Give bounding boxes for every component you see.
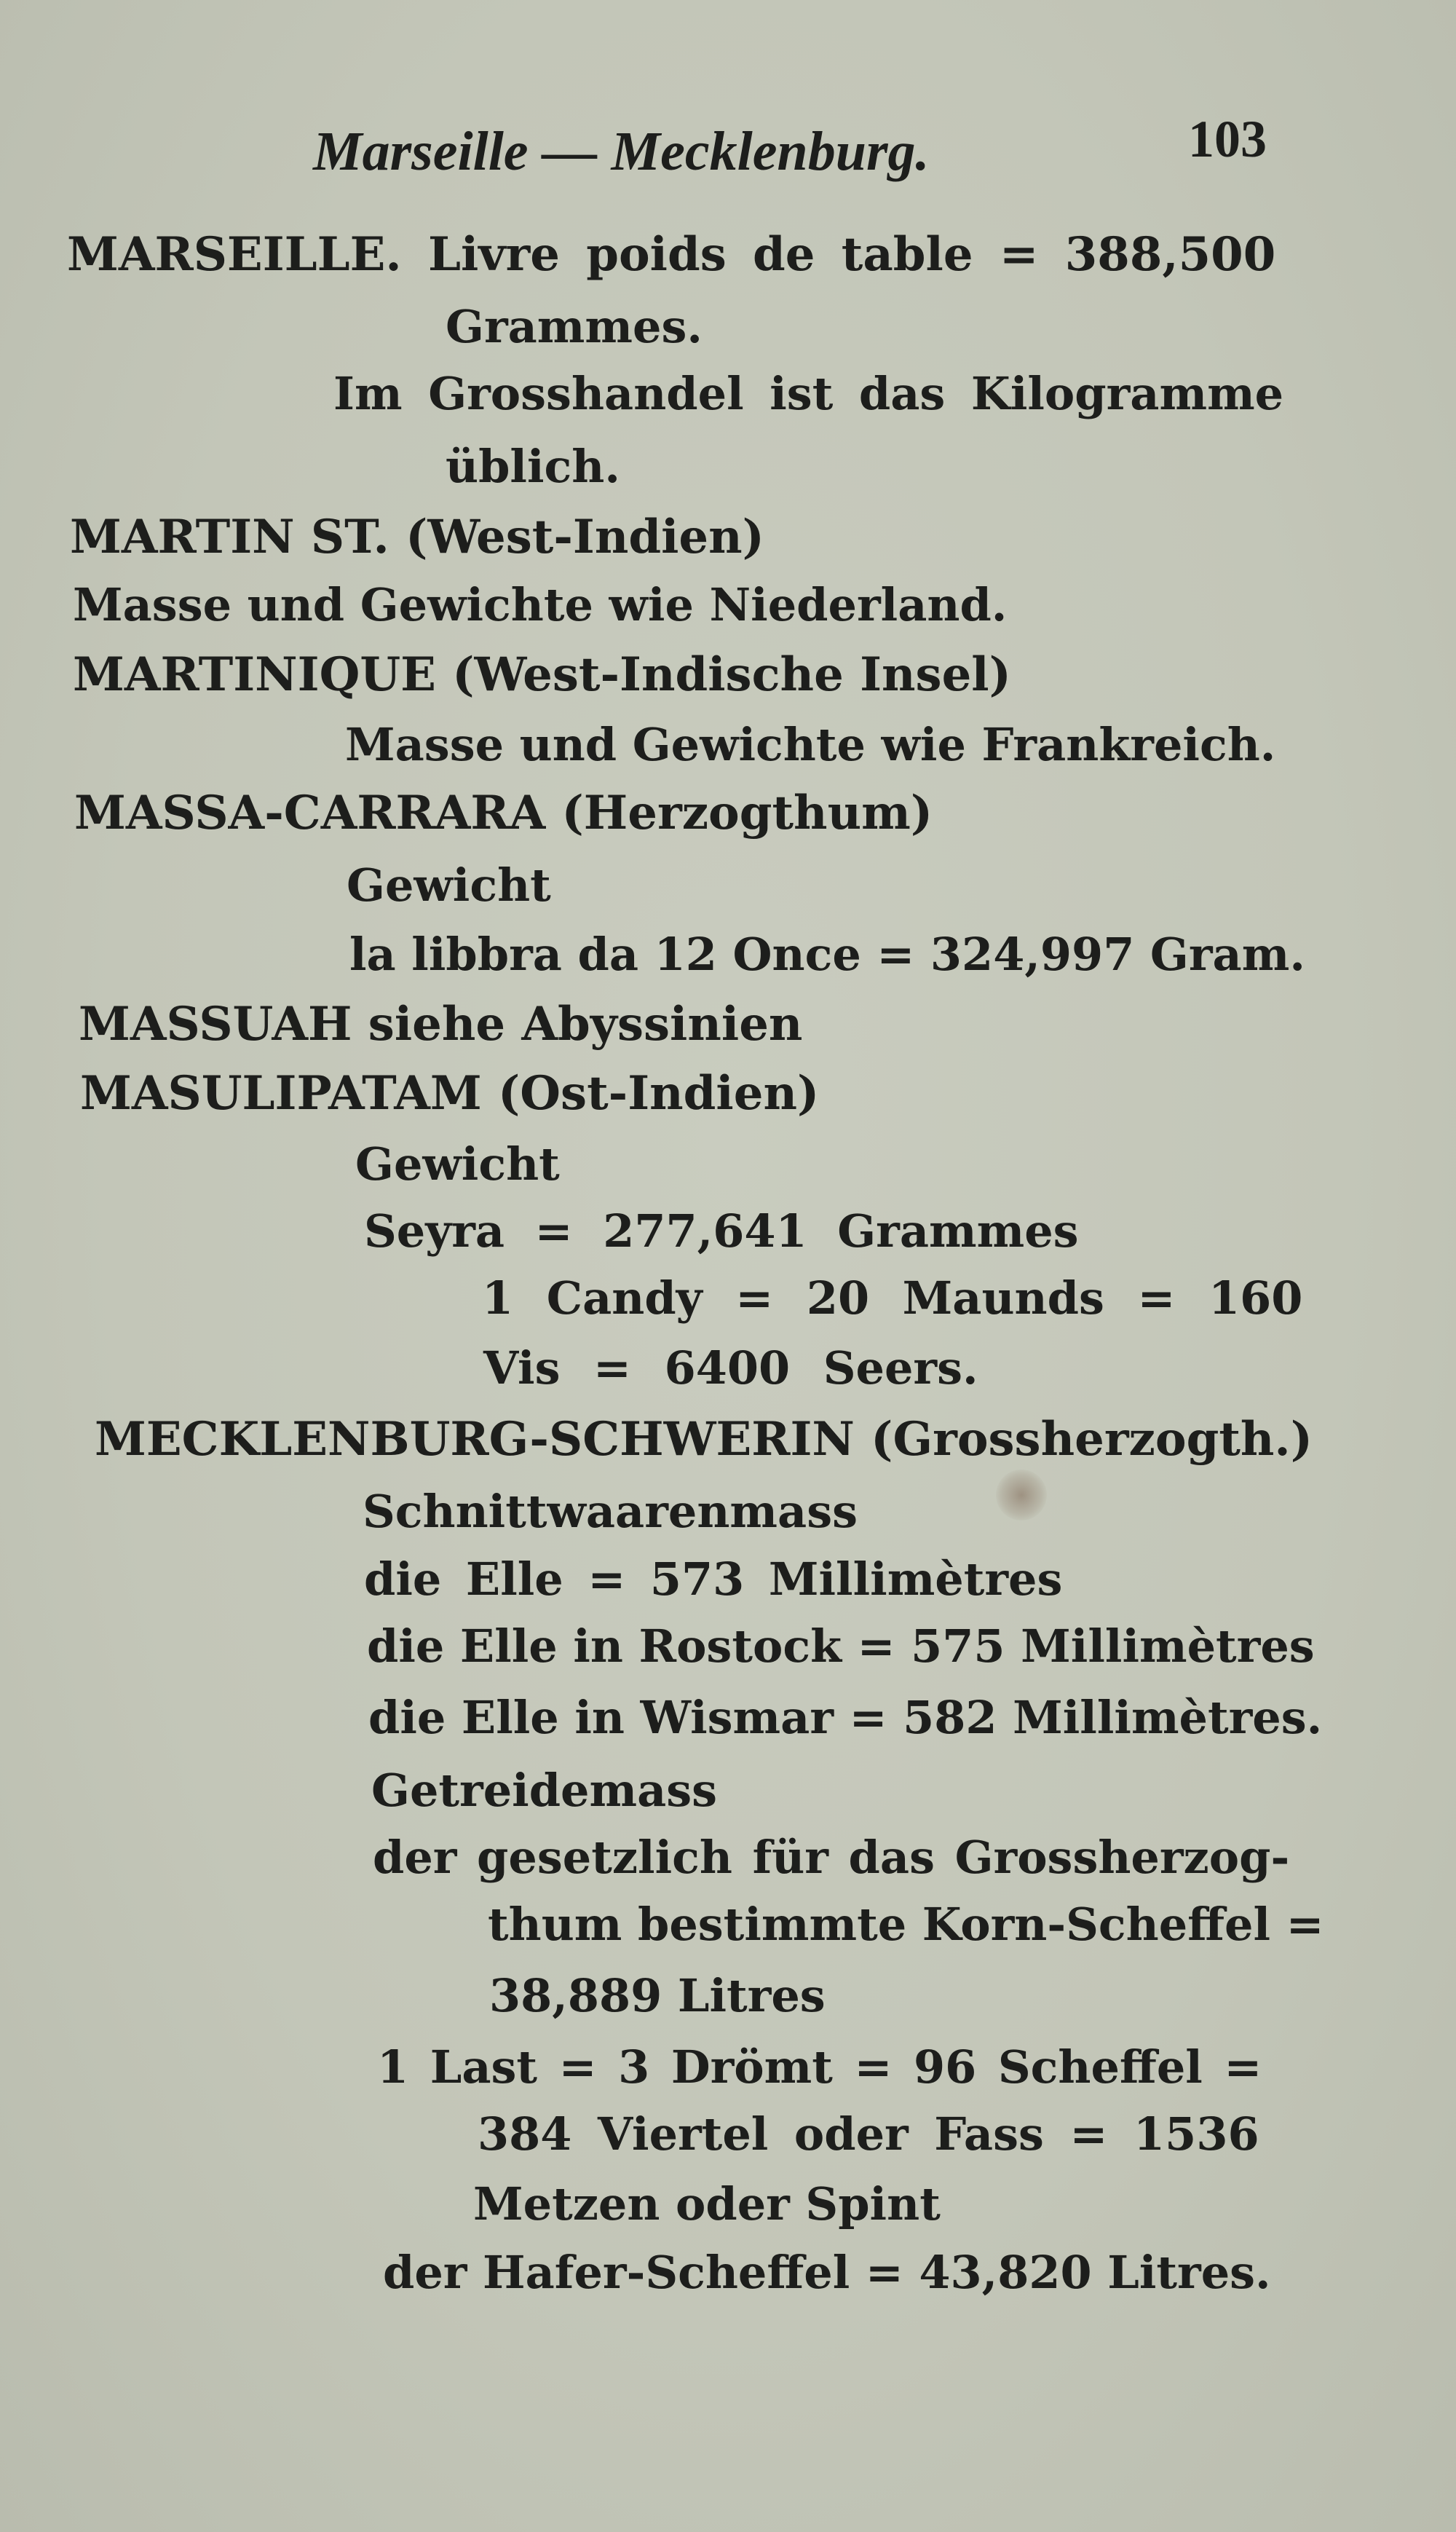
text-line: 38,889 Litres [489, 1969, 826, 2022]
text-line: Masse und Gewichte wie Niederland. [73, 578, 1008, 631]
text-line: Metzen oder Spint [473, 2177, 941, 2231]
entry-martin-st: MARTIN ST. (West-Indien) [70, 510, 764, 564]
text-line: Masse und Gewichte wie Frankreich. [345, 718, 1276, 771]
text-line: thum bestimmte Korn-Scheffel = [488, 1898, 1324, 1951]
paper-stain [996, 1470, 1047, 1521]
text-line: Gewicht [355, 1137, 560, 1191]
entry-massuah: MASSUAH siehe Abyssinien [79, 997, 803, 1052]
entry-masulipatam: MASULIPATAM (Ost-Indien) [80, 1066, 820, 1121]
text-line: la libbra da 12 Once = 324,997 Gram. [349, 928, 1305, 981]
text-line: die Elle in Wismar = 582 Millimètres. [368, 1691, 1323, 1744]
text-line: die Elle = 573 Millimètres [364, 1553, 1063, 1606]
running-header: Marseille — Mecklenburg. [313, 121, 930, 182]
text-line: Grammes. [446, 300, 703, 353]
text-line: der Hafer-Scheffel = 43,820 Litres. [383, 2246, 1271, 2299]
entry-mecklenburg-schwerin: MECKLENBURG-SCHWERIN (Grossherzogth.) [95, 1412, 1313, 1467]
text-line: Getreidemass [371, 1764, 718, 1817]
text-line: Schnittwaarenmass [363, 1485, 858, 1538]
text-line: 1 Last = 3 Drömt = 96 Scheffel = [377, 2040, 1262, 2094]
entry-martinique: MARTINIQUE (West-Indische Insel) [73, 647, 1011, 702]
text-line: Im Grosshandel ist das Kilogramme [333, 367, 1284, 420]
text-line: der gesetzlich für das Grossherzog- [373, 1831, 1290, 1884]
text-line: Vis = 6400 Seers. [483, 1341, 978, 1395]
text-line: Seyra = 277,641 Grammes [364, 1204, 1079, 1258]
text-line: die Elle in Rostock = 575 Millimètres [367, 1620, 1315, 1673]
text-line: üblich. [446, 440, 620, 493]
text-line: Gewicht [347, 859, 551, 912]
text-line: 1 Candy = 20 Maunds = 160 [482, 1271, 1303, 1325]
entry-massa-carrara: MASSA-CARRARA (Herzogthum) [74, 786, 933, 840]
page-number: 103 [1188, 110, 1267, 168]
entry-marseille: MARSEILLE. Livre poids de table = 388,500 [67, 227, 1276, 282]
text-line: 384 Viertel oder Fass = 1536 [478, 2107, 1259, 2161]
